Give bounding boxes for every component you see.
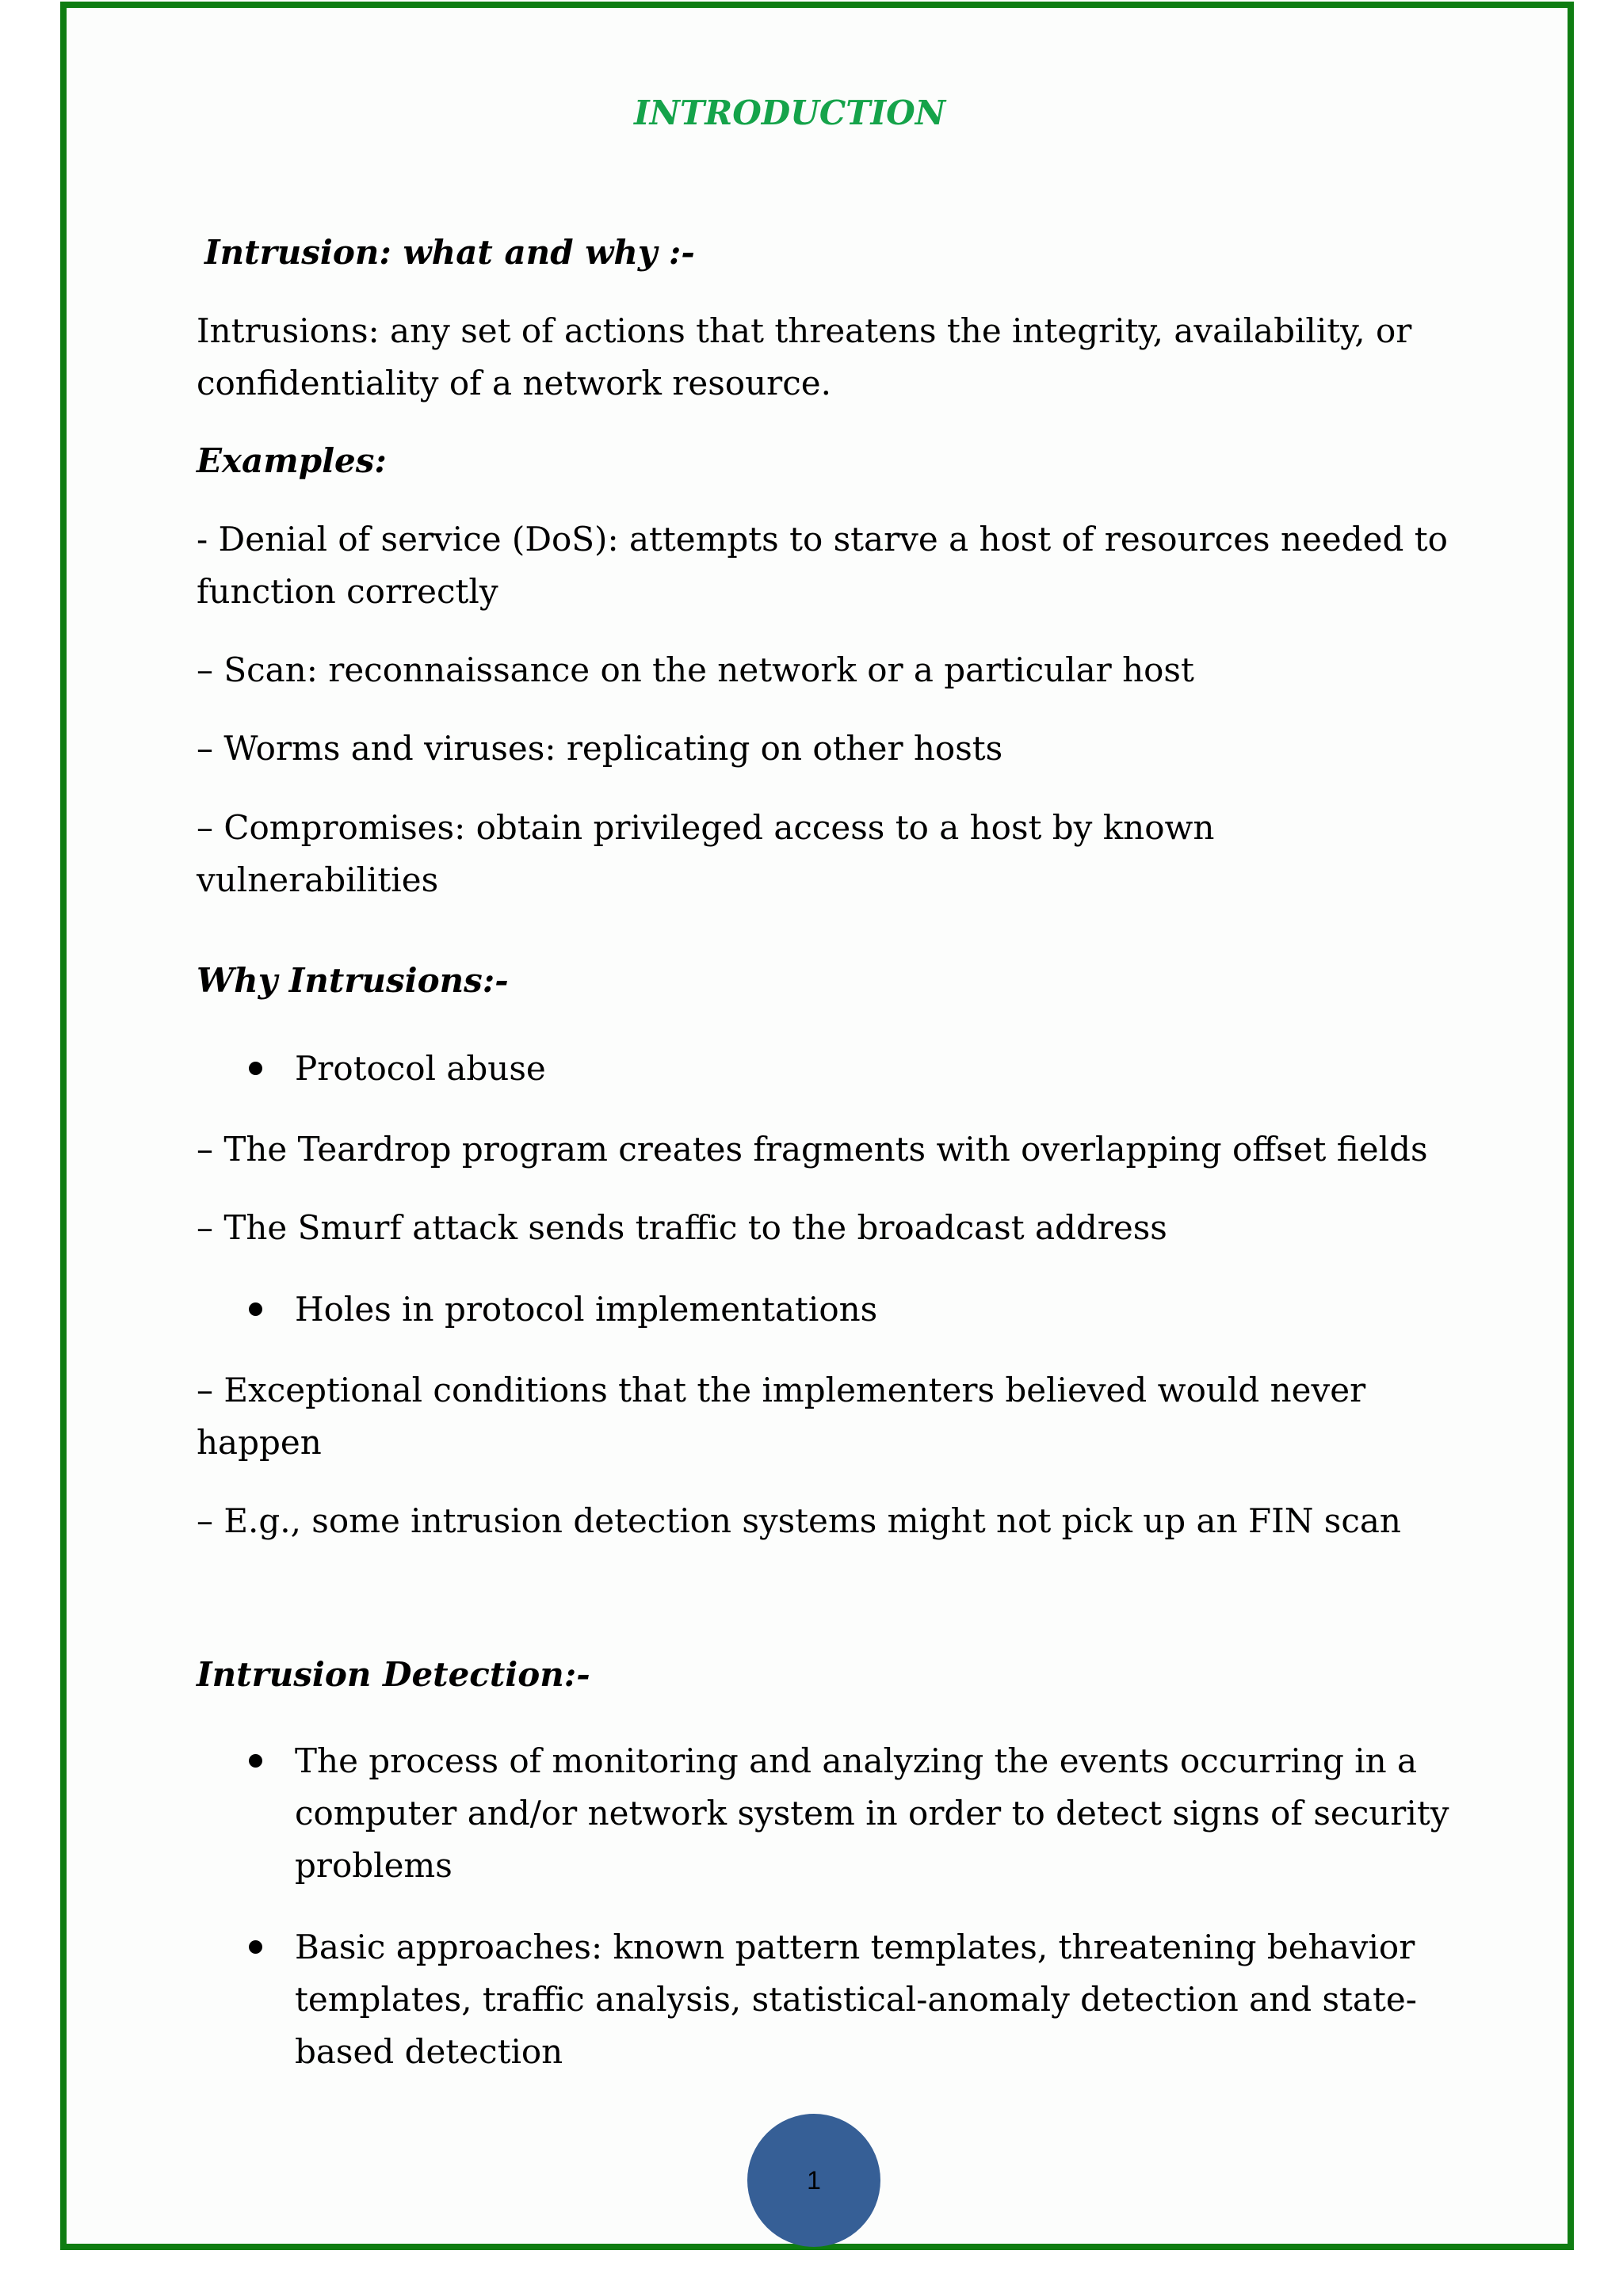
- intrusions-definition: Intrusions: any set of actions that threatens the integrity, availability, or confidentiality of a network resource.: [197, 311, 1412, 402]
- teardrop-item: – The Teardrop program creates fragments with overlapping offset fields: [197, 1130, 1428, 1169]
- page-title: INTRODUCTION: [634, 93, 946, 132]
- bullet-icon: [249, 1302, 262, 1316]
- example-dos: - Denial of service (DoS): attempts to starve a host of resources needed to function correctly: [197, 520, 1448, 611]
- example-worms: – Worms and viruses: replicating on other hosts: [197, 729, 1003, 768]
- bullet-icon: [249, 1940, 262, 1954]
- example-compromises: – Compromises: obtain privileged access to a host by known vulnerabilities: [197, 808, 1215, 899]
- page-number: 1: [807, 2165, 821, 2195]
- example-scan: – Scan: reconnaissance on the network or a particular host: [197, 650, 1194, 689]
- bullet-protocol-abuse: Protocol abuse: [295, 1049, 546, 1088]
- bullet-holes-protocol: Holes in protocol implementations: [295, 1290, 878, 1329]
- fin-scan-item: – E.g., some intrusion detection systems might not pick up an FIN scan: [197, 1501, 1401, 1540]
- bullet-icon: [249, 1062, 262, 1075]
- exceptional-conditions-item: – Exceptional conditions that the implementers believed would never happen: [197, 1371, 1366, 1462]
- section-heading-why-intrusions: Why Intrusions:-: [197, 961, 509, 1000]
- section-heading-examples: Examples:: [197, 441, 387, 480]
- page-number-badge: [747, 2114, 880, 2247]
- section-heading-intrusion-detection: Intrusion Detection:-: [197, 1655, 590, 1694]
- section-heading-intrusion-what-why: Intrusion: what and why :-: [204, 233, 695, 272]
- bullet-basic-approaches: Basic approaches: known pattern templates, threatening behavior templates, traffic analysis, statistical-anomaly detection and state-based detection: [295, 1928, 1417, 2071]
- bullet-monitoring-process: The process of monitoring and analyzing the events occurring in a computer and/or network system in order to detect signs of security problems: [295, 1741, 1449, 1885]
- bullet-icon: [249, 1754, 262, 1768]
- smurf-item: – The Smurf attack sends traffic to the broadcast address: [197, 1208, 1167, 1247]
